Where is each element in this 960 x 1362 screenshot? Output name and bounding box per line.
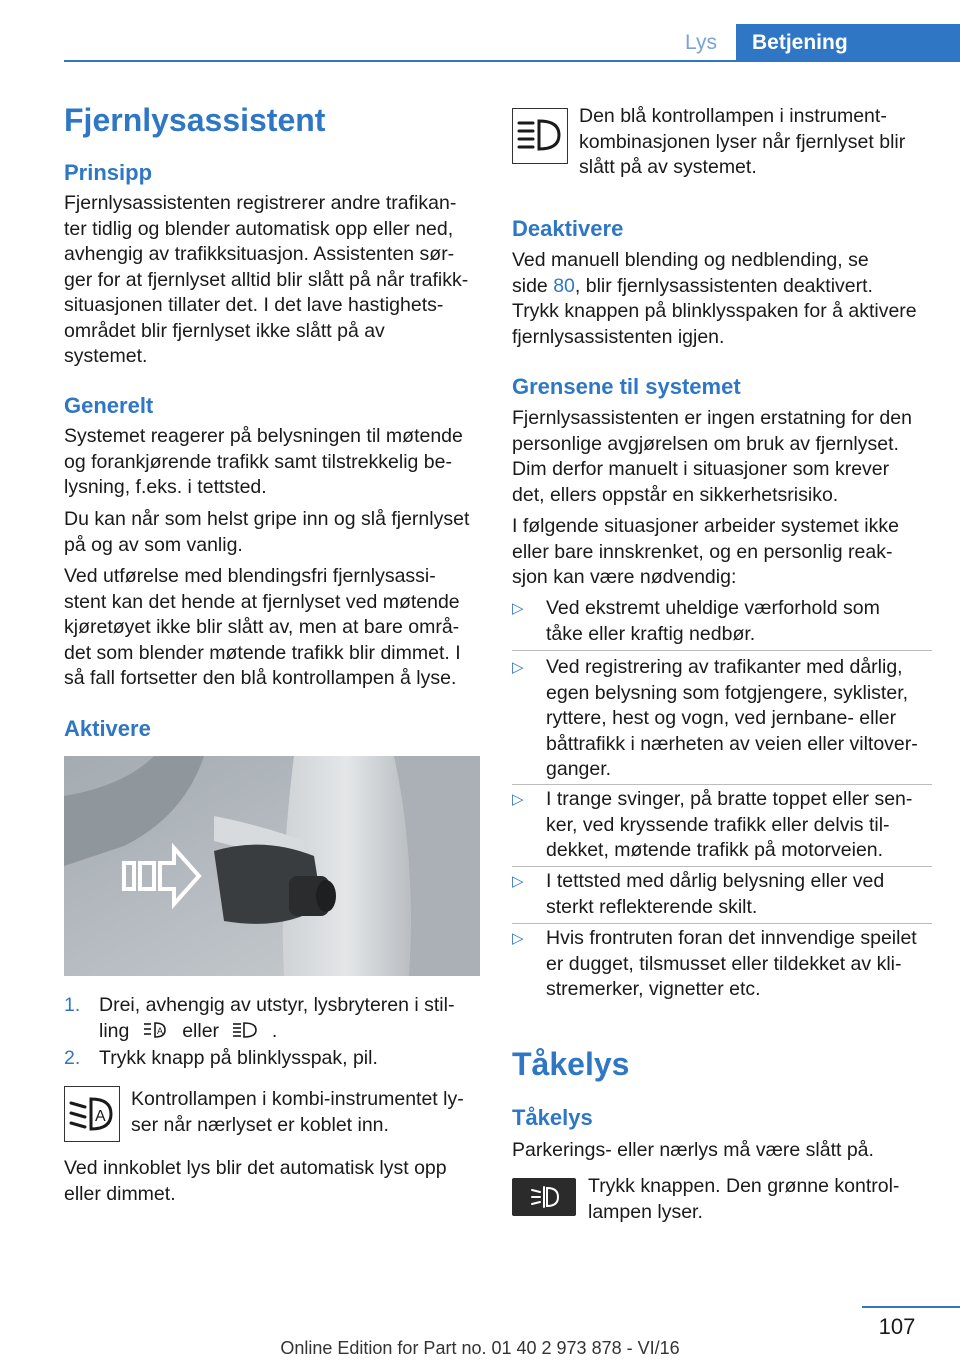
tab-lys[interactable]: Lys: [685, 31, 717, 54]
page-number: 107: [878, 1314, 916, 1339]
generelt-paragraph-2: Du kan når som helst gripe inn og slå fjernlyset på og av som vanlig.: [64, 508, 470, 556]
list-divider: [512, 866, 932, 867]
heading-grensene: Grensene til systemet: [512, 374, 741, 399]
heading-deaktivere: Deaktivere: [512, 216, 624, 241]
list-divider: [512, 923, 932, 924]
heading-prinsipp: Prinsipp: [64, 160, 153, 185]
grensene-paragraph-1: Fjernlysassistenten er ingen erstatning for den personlige avgjørelsen om bruk av fjernlyset. Dim derfor manuelt i situasjoner som krever det, ellers oppstår en sikkerhetsrisiko.: [512, 407, 912, 506]
heading-takelys: Tåkelys: [512, 1105, 593, 1130]
aktivere-after-text: Ved innkoblet lys blir det automatisk lyst opp eller dimmet.: [64, 1157, 447, 1205]
fog-light-button-text: Trykk knappen. Den grønne kontrol‐ lampen lyser.: [588, 1175, 900, 1223]
tab-betjening[interactable]: Betjening: [736, 24, 960, 62]
heading-aktivere: Aktivere: [64, 716, 151, 741]
section-title-takelys: Tåkelys: [512, 1046, 630, 1082]
low-beam-indicator-text: Kontrollampen i kombi-instrumentet ly‐ ser når nærlyset er koblet inn.: [131, 1088, 464, 1136]
step-number: 1.: [64, 994, 81, 1016]
step-number: 2.: [64, 1047, 81, 1069]
list-item: ▷ Hvis frontruten foran det innvendige speilet er dugget, tilsmusset eller tildekket av kli‐ stremerker, vignetter etc.: [512, 927, 917, 1000]
fog-light-button[interactable]: [512, 1178, 576, 1216]
high-beam-indicator-icon: [512, 108, 568, 164]
deaktivere-paragraph: Ved manuell blending og nedblending, se side 80, blir fjernlysassistenten deaktivert. Trykk knappen på blinklysspaken for å aktivere fjernlysassistenten igjen.: [512, 249, 917, 348]
grensene-paragraph-2: I følgende situasjoner arbeider systemet ikke eller bare innskrenket, og en personlig reak‐ sjon kan være nødvendig:: [512, 515, 899, 588]
header-rule: [64, 60, 960, 62]
bullet-triangle-icon: ▷: [512, 791, 524, 808]
takelys-paragraph: Parkerings- eller nærlys må være slått på.: [512, 1139, 874, 1161]
low-beam-indicator-icon: [64, 1086, 120, 1142]
list-item: ▷ I tettsted med dårlig belysning eller ved sterkt reflekterende skilt.: [512, 870, 885, 918]
list-item: ▷ Ved registrering av trafikanter med dårlig, egen belysning som fotgjengere, syklister, ryttere, hest og vogn, ved jernbane- eller båttrafikk i nærheten av veien eller viltover‐ ganger.: [512, 656, 918, 780]
list-divider: [512, 650, 932, 651]
auto-headlight-icon: [143, 1020, 169, 1040]
generelt-paragraph-1: Systemet reagerer på belysningen til møtende og forankjørende trafikk samt tilstrekkelig be‐ lysning, f.eks. i tettsted.: [64, 425, 463, 498]
list-item: ▷ I trange svinger, på bratte toppet eller sen‐ ker, ved kryssende trafikk eller delvis til‐ dekket, møtende trafikk på motorveien.: [512, 788, 913, 861]
turn-signal-stalk-photo: [64, 756, 480, 976]
step-1: 1. Drei, avhengig av utstyr, lysbryteren i stil‐ ling A eller .: [64, 994, 455, 1042]
heading-generelt: Generelt: [64, 393, 154, 418]
generelt-paragraph-3: Ved utførelse med blendingsfri fjernlysassi‐ stent kan det hende at fjernlyset ved møtende kjøretøyet ikke blir slått av, men at bare områ‐ det som blender møtende trafikk blir dimmet. I så fall fortsetter den blå kontrollampen å lyse.: [64, 565, 461, 689]
bullet-triangle-icon: ▷: [512, 930, 524, 947]
page-link-80[interactable]: 80: [553, 274, 575, 297]
footer-rule: [862, 1306, 960, 1308]
bullet-triangle-icon: ▷: [512, 659, 524, 676]
bullet-triangle-icon: ▷: [512, 600, 524, 617]
page-title: Fjernlysassistent: [64, 102, 326, 138]
svg-text:A: A: [156, 1025, 163, 1036]
list-divider: [512, 784, 932, 785]
svg-text:A: A: [95, 1108, 106, 1125]
edition-footer: Online Edition for Part no. 01 40 2 973 878 - VI/16: [280, 1338, 680, 1358]
high-beam-indicator-text: Den blå kontrollampen i instrument‐ kombinasjonen lyser når fjernlyset blir slått på av systemet.: [579, 105, 906, 178]
list-item: ▷ Ved ekstremt uheldige værforhold som tåke eller kraftig nedbør.: [512, 597, 880, 645]
high-beam-icon: [232, 1020, 258, 1040]
bullet-triangle-icon: ▷: [512, 873, 524, 890]
step-2: 2. Trykk knapp på blinklysspak, pil.: [64, 1046, 484, 1072]
prinsipp-paragraph: Fjernlysassistenten registrerer andre trafikan‐ ter tidlig og blender automatisk opp eller ned, avhengig av trafikksituasjon. Assistenten sør‐ ger for at fjernlyset alltid blir slått på når trafikk‐ situasjonen tillater det. I det lave hastighets‐ området blir fjernlyset ikke slått på av systemet.: [64, 192, 469, 367]
